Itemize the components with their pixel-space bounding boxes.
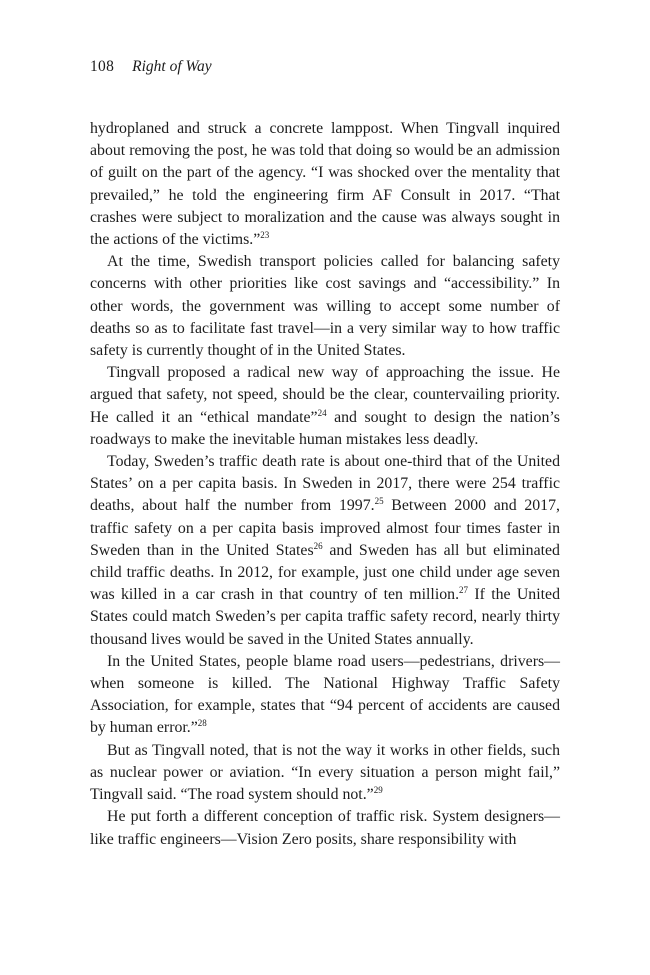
paragraph-text: Tingvall proposed a radical new way of approaching the issue. He argued that safety, not speed, should be the clear, countervailing priority. He called it an “ethical mandate” [90,364,560,426]
paragraph-text: Between 2000 and 2017, traffic safety on a per capita basis improved almost four times faster in Sweden than in the United States [90,497,560,559]
book-title: Right of Way [132,58,212,75]
footnote-reference: 29 [373,785,383,796]
paragraph [90,118,560,251]
paragraph [90,651,560,740]
footnote-reference: 24 [317,407,327,418]
footnote-reference: 27 [459,585,469,596]
running-head [90,57,212,77]
paragraph [90,362,560,451]
paragraph [90,806,560,850]
paragraph-text: and sought to design the nation’s roadways to make the inevitable human mistakes less deadly. [90,408,560,448]
footnote-reference: 25 [374,496,384,507]
paragraph [90,451,560,651]
paragraph [90,251,560,362]
footnote-reference: 28 [197,718,207,729]
paragraph-text: But as Tingvall noted, that is not the way it works in other fields, such as nuclear power or aviation. “In every situation a person might fail,” Tingvall said. “The road system should not.” [90,741,560,804]
page-number: 108 [90,58,115,75]
paragraph-text: In the United States, people blame road users—pedestrians, drivers—when someone is killed. The National Highway Traffic Safety Association, for example, states that “94 percent of accidents are caused by human error.” [90,652,560,737]
paragraph-text: At the time, Swedish transport policies called for balancing safety concerns with other priorities like cost savings and “accessibility.” In other words, the government was willing to accept some number of deaths so as to facilitate fast travel—in a very similar way to how traffic safety is currently thought of in the United States. [90,253,560,360]
footnote-reference: 26 [313,540,323,551]
paragraph-text: Today, Sweden’s traffic death rate is about one-third that of the United States’ on a per capita basis. In Sweden in 2017, there were 254 traffic deaths, about half the number from 1997. [90,453,560,515]
paragraph [90,740,560,807]
footnote-reference: 23 [260,230,270,241]
paragraph-text: and Sweden has all but eliminated child traffic deaths. In 2012, for example, just one child under age seven was killed in a car crash in that country of ten million. [90,541,560,604]
paragraph-text: If the United States could match Sweden’s per capita traffic safety record, nearly thirty thousand lives would be saved in the United States annually. [90,586,560,648]
paragraph-text: He put forth a different conception of traffic risk. System designers—like traffic engineers—Vision Zero posits, share responsibility with [90,808,560,848]
paragraph-text: hydroplaned and struck a concrete lamppost. When Tingvall inquired about removing the post, he was told that doing so would be an admission of guilt on the part of the agency. “I was shocked over the mentality that prevailed,” he told the engineering firm AF Consult in 2017. “That crashes were subject to moralization and the cause was always sought in the actions of the victims.” [90,120,560,249]
body-text [90,118,560,851]
